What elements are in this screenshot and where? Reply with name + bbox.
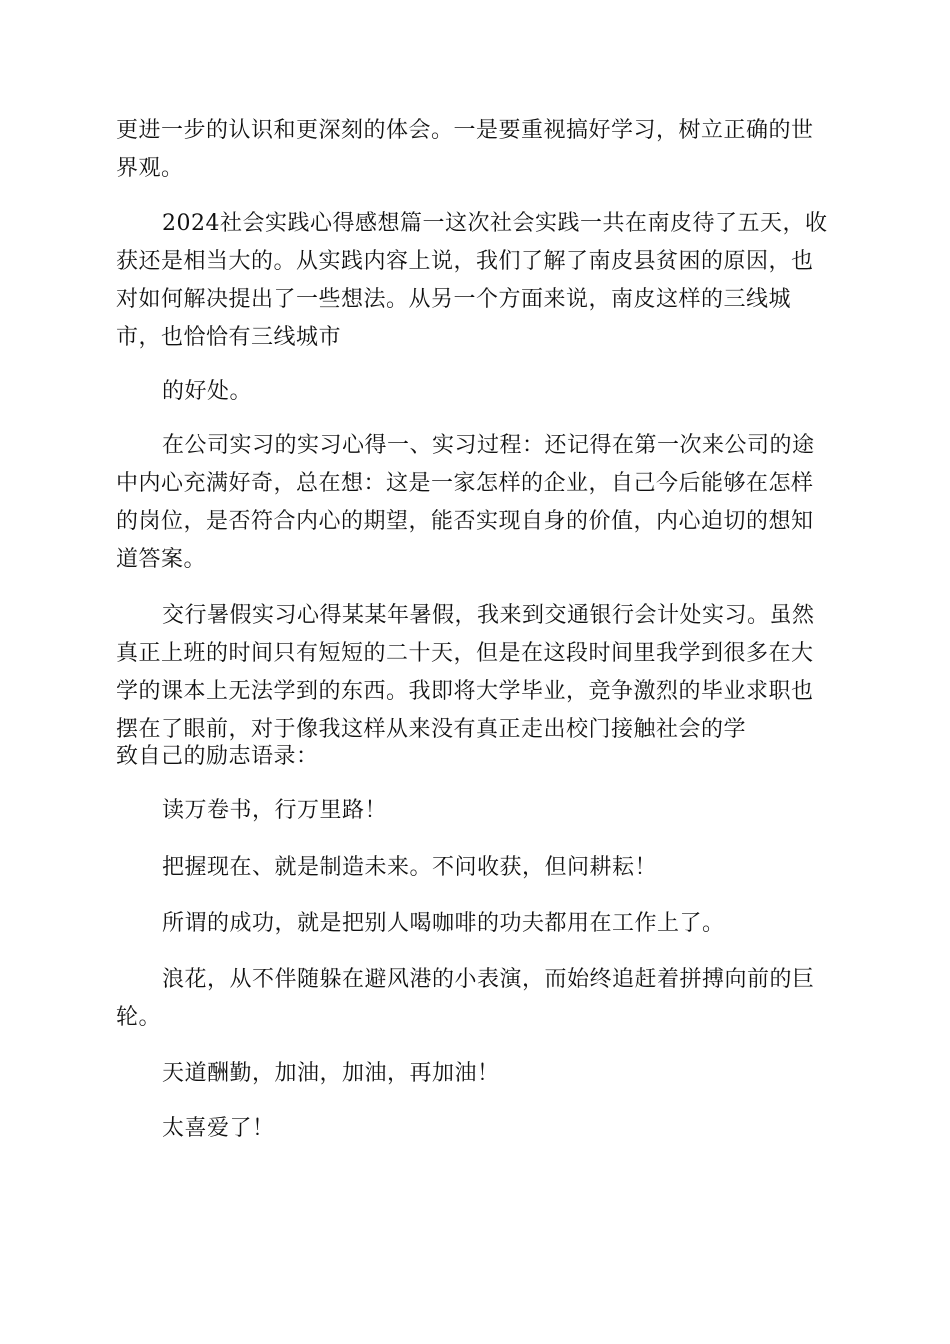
quote-item: 所谓的成功，就是把别人喝咖啡的功夫都用在工作上了。 [162, 911, 725, 936]
quote-item: 浪花，从不伴随躲在避风港的小表演，而始终追赶着拼搏向前的巨轮。 [116, 967, 815, 1030]
quote-item: 天道酬勤，加油，加油，再加油！ [162, 1061, 500, 1086]
paragraph-bank-internship: 交行暑假实习心得某某年暑假，我来到交通银行会计处实习。虽然真正上班的时间只有短短的二十天，但是在这段时间里我学到很多在大学的课本上无法学到的东西。我即将大学毕业，竞争激烈的毕业求职也摆在了眼前，对于像我这样从来没有真正走出校门接触社会的学 [116, 603, 815, 742]
quotes-heading: 致自己的励志语录： [116, 744, 319, 769]
paragraph-benefits: 的好处。 [162, 379, 253, 404]
quote-item: 读万卷书，行万里路！ [162, 798, 388, 823]
paragraph-worldview: 更进一步的认识和更深刻的体会。一是要重视搞好学习，树立正确的世界观。 [116, 118, 814, 181]
paragraph-social-practice: 2024社会实践心得感想篇一这次社会实践一共在南皮待了五天，收获还是相当大的。从实践内容上说，我们了解了南皮县贫困的原因，也对如何解决提出了一些想法。从另一个方面来说，南皮这样的三线城市，也恰恰有三线城市 [116, 211, 828, 350]
paragraph-company-internship: 在公司实习的实习心得一、实习过程：还记得在第一次来公司的途中内心充满好奇，总在想：这是一家怎样的企业，自己今后能够在怎样的岗位，是否符合内心的期望，能否实现自身的价值，内心迫切的想知道答案。 [116, 433, 815, 572]
quote-item: 太喜爱了！ [162, 1116, 275, 1141]
quote-item: 把握现在、就是制造未来。不问收获，但问耕耘！ [162, 855, 658, 880]
